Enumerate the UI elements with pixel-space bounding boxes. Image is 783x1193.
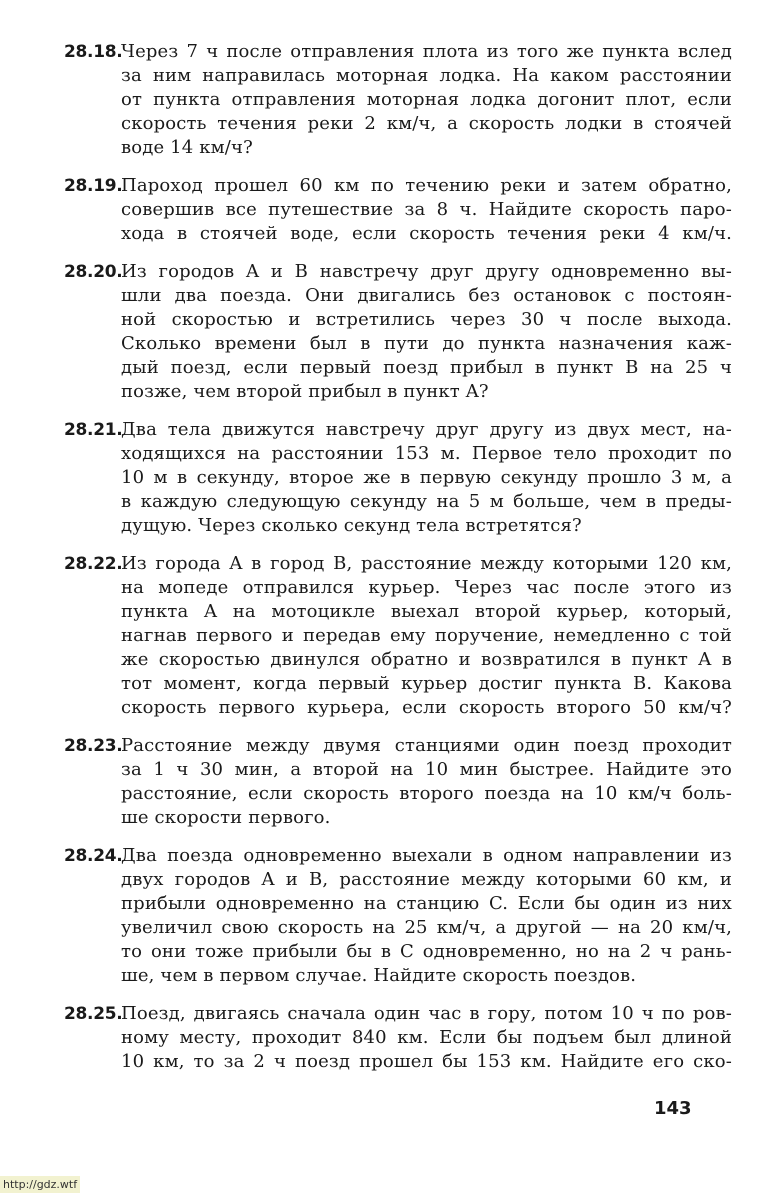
problem-text-line: увеличил свою скорость на 25 км/ч, а другой — на 20 км/ч, xyxy=(121,917,732,938)
problem-text-line: ше скорости первого. xyxy=(121,807,331,828)
problem-text-line: на мопеде отправился курьер. Через час после этого из xyxy=(121,577,732,598)
problem-number: 28.22. xyxy=(64,554,123,574)
problem-number: 28.20. xyxy=(64,262,123,282)
problem-number: 28.18. xyxy=(64,42,123,62)
problem-text-line: за ним направилась моторная лодка. На каком расстоянии xyxy=(121,65,732,86)
problem-text-line: от пункта отправления моторная лодка догонит плот, если xyxy=(121,89,732,110)
problem-text-line: Через 7 ч после отправления плота из того же пункта вслед xyxy=(121,41,732,62)
problem-text-line: скорость первого курьера, если скорость второго 50 км/ч? xyxy=(121,697,732,718)
problem-text-line: скорость течения реки 2 км/ч, а скорость лодки в стоячей xyxy=(121,113,732,134)
problem-number: 28.19. xyxy=(64,176,123,196)
watermark-link[interactable]: http://gdz.wtf xyxy=(0,1176,80,1193)
problem-text-line: прибыли одновременно на станцию C. Если бы один из них xyxy=(121,893,732,914)
problem-28-24 xyxy=(64,844,732,988)
problem-text-line: хода в стоячей воде, если скорость течения реки 4 км/ч. xyxy=(121,223,732,244)
problem-number: 28.24. xyxy=(64,846,123,866)
problem-text-line: позже, чем второй прибыл в пункт A? xyxy=(121,381,489,402)
problem-number: 28.25. xyxy=(64,1004,123,1024)
problem-text-line: расстояние, если скорость второго поезда на 10 км/ч боль- xyxy=(121,783,732,804)
problem-text-line: совершив все путешествие за 8 ч. Найдите скорость паро- xyxy=(121,199,732,220)
page-number: 143 xyxy=(654,1098,692,1119)
problem-text-line: ной скоростью и встретились через 30 ч после выхода. xyxy=(121,309,732,330)
problem-text-line: же скоростью двинулся обратно и возвратился в пункт A в xyxy=(121,649,732,670)
problem-text-line: 10 км, то за 2 ч поезд прошел бы 153 км. Найдите его ско- xyxy=(121,1051,732,1072)
problem-text-line: ше, чем в первом случае. Найдите скорость поездов. xyxy=(121,965,637,986)
problem-text-line: Сколько времени был в пути до пункта назначения каж- xyxy=(121,333,732,354)
problem-text-line: шли два поезда. Они двигались без остановок с постоян- xyxy=(121,285,732,306)
problem-text-line: двух городов A и B, расстояние между которыми 60 км, и xyxy=(121,869,732,890)
problem-28-19 xyxy=(64,174,732,246)
problem-text-line: пункта A на мотоцикле выехал второй курьер, который, xyxy=(121,601,732,622)
problem-28-23 xyxy=(64,734,732,830)
problem-text-line: в каждую следующую секунду на 5 м больше, чем в преды- xyxy=(121,491,732,512)
problem-text-line: Два поезда одновременно выехали в одном направлении из xyxy=(121,845,732,866)
problem-28-20 xyxy=(64,260,732,404)
problem-text-line: нагнав первого и передав ему поручение, немедленно с той xyxy=(121,625,732,646)
problem-text-line: тот момент, когда первый курьер достиг пункта B. Какова xyxy=(121,673,732,694)
page-content xyxy=(64,40,732,1088)
problem-text-line: ходящихся на расстоянии 153 м. Первое тело проходит по xyxy=(121,443,732,464)
problem-28-21 xyxy=(64,418,732,538)
problem-text-line: Пароход прошел 60 км по течению реки и затем обратно, xyxy=(121,175,732,196)
problem-text-line: воде 14 км/ч? xyxy=(121,137,253,158)
problem-text-line: то они тоже прибыли бы в C одновременно, но на 2 ч рань- xyxy=(121,941,732,962)
problem-number: 28.21. xyxy=(64,420,123,440)
problem-28-25 xyxy=(64,1002,732,1074)
problem-28-22 xyxy=(64,552,732,720)
problem-text-line: 10 м в секунду, второе же в первую секунду прошло 3 м, а xyxy=(121,467,732,488)
problem-text-line: дый поезд, если первый поезд прибыл в пункт B на 25 ч xyxy=(121,357,732,378)
problem-text-line: Из городов A и B навстречу друг другу одновременно вы- xyxy=(121,261,732,282)
problem-text-line: ному месту, проходит 840 км. Если бы подъем был длиной xyxy=(121,1027,732,1048)
problem-28-18 xyxy=(64,40,732,160)
problem-text-line: за 1 ч 30 мин, а второй на 10 мин быстрее. Найдите это xyxy=(121,759,732,780)
problem-text-line: дущую. Через сколько секунд тела встретятся? xyxy=(121,515,582,536)
problem-text-line: Поезд, двигаясь сначала один час в гору, потом 10 ч по ров- xyxy=(121,1003,732,1024)
problem-number: 28.23. xyxy=(64,736,123,756)
problem-text-line: Два тела движутся навстречу друг другу из двух мест, на- xyxy=(121,419,732,440)
problem-text-line: Расстояние между двумя станциями один поезд проходит xyxy=(121,735,732,756)
problem-text-line: Из города A в город B, расстояние между которыми 120 км, xyxy=(121,553,732,574)
